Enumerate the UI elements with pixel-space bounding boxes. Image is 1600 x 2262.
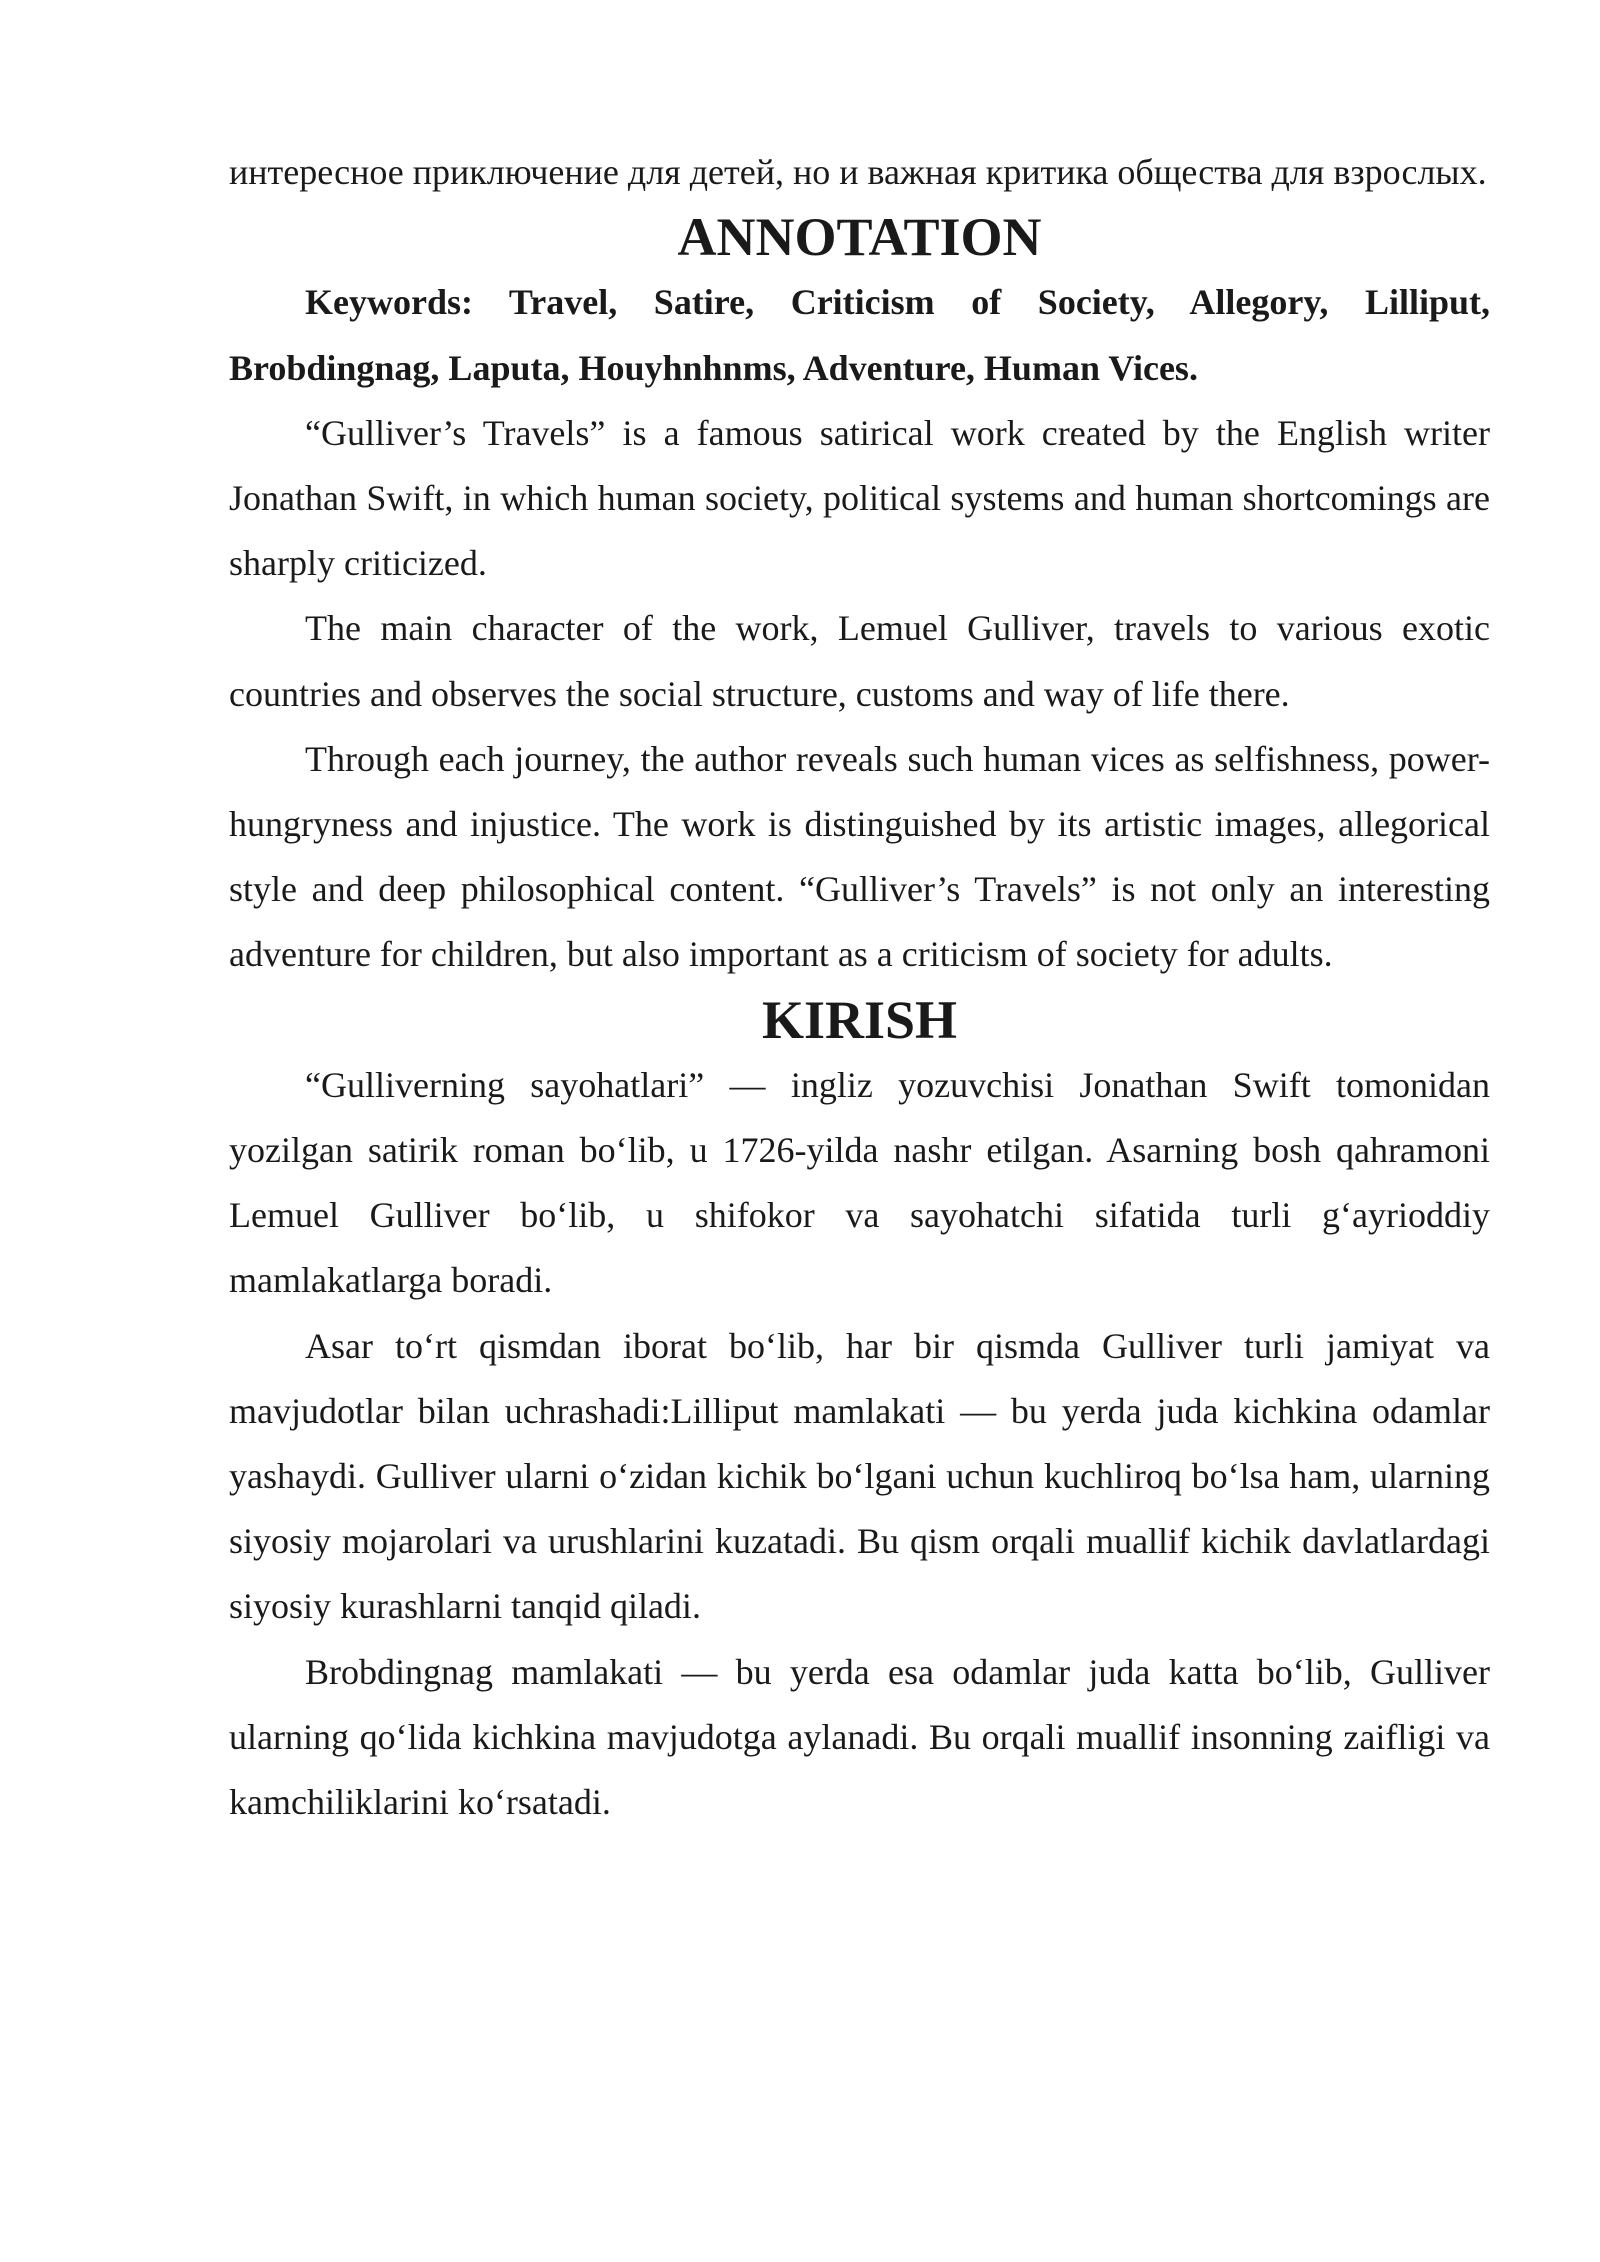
kirish-heading: KIRISH <box>761 989 958 1050</box>
kirish-paragraph-3: Brobdingnag mamlakati — bu yerda esa odamlar juda katta boʻlib, Gulliver ularning qoʻlida kichkina mavjudotga aylanadi. Bu orqali muallif insonning zaifligi va kamchiliklarini koʻrsatadi. <box>229 1651 1490 1823</box>
kirish-paragraph-1: “Gulliverning sayohatlari” — ingliz yozuvchisi Jonathan Swift tomonidan yozilgan satirik roman boʻlib, u 1726-yilda nashr etilgan. Asarning bosh qahramoni Lemuel Gulliver boʻlib, u shifokor va sayohatchi sifatida turli gʻayrioddiy mamlakatlarga boradi. <box>229 1064 1490 1301</box>
annotation-paragraph-2: The main character of the work, Lemuel Gulliver, travels to various exotic countries and observes the social structure, customs and way of life there. <box>229 608 1490 714</box>
keywords-paragraph: Keywords: Travel, Satire, Criticism of Society, Allegory, Lilliput, Brobdingnag, Laputa, Houyhnhnms, Adventure, Human Vices. <box>229 282 1490 388</box>
document-page <box>229 140 1490 1835</box>
annotation-heading: ANNOTATION <box>677 207 1042 268</box>
intro-continuation-paragraph: интересное приключение для детей, но и важная критика общества для взрослых. <box>229 152 1487 192</box>
kirish-paragraph-2: Asar toʻrt qismdan iborat boʻlib, har bir qismda Gulliver turli jamiyat va mavjudotlar bilan uchrashadi:Lilliput mamlakati — bu yerda juda kichkina odamlar yashaydi. Gulliver ularni oʻzidan kichik boʻlgani uchun kuchliroq boʻlsa ham, ularning siyosiy mojarolari va urushlarini kuzatadi. Bu qism orqali muallif kichik davlatlardagi siyosiy kurashlarni tanqid qiladi. <box>229 1325 1490 1627</box>
annotation-paragraph-1: “Gulliver’s Travels” is a famous satirical work created by the English writer Jonathan Swift, in which human society, political systems and human shortcomings are sharply criticized. <box>229 412 1490 584</box>
annotation-paragraph-3: Through each journey, the author reveals such human vices as selfishness, power-hungryness and injustice. The work is distinguished by its artistic images, allegorical style and deep philosophical content. “Gulliver’s Travels” is not only an interesting adventure for children, but also important as a criticism of society for adults. <box>229 738 1490 975</box>
